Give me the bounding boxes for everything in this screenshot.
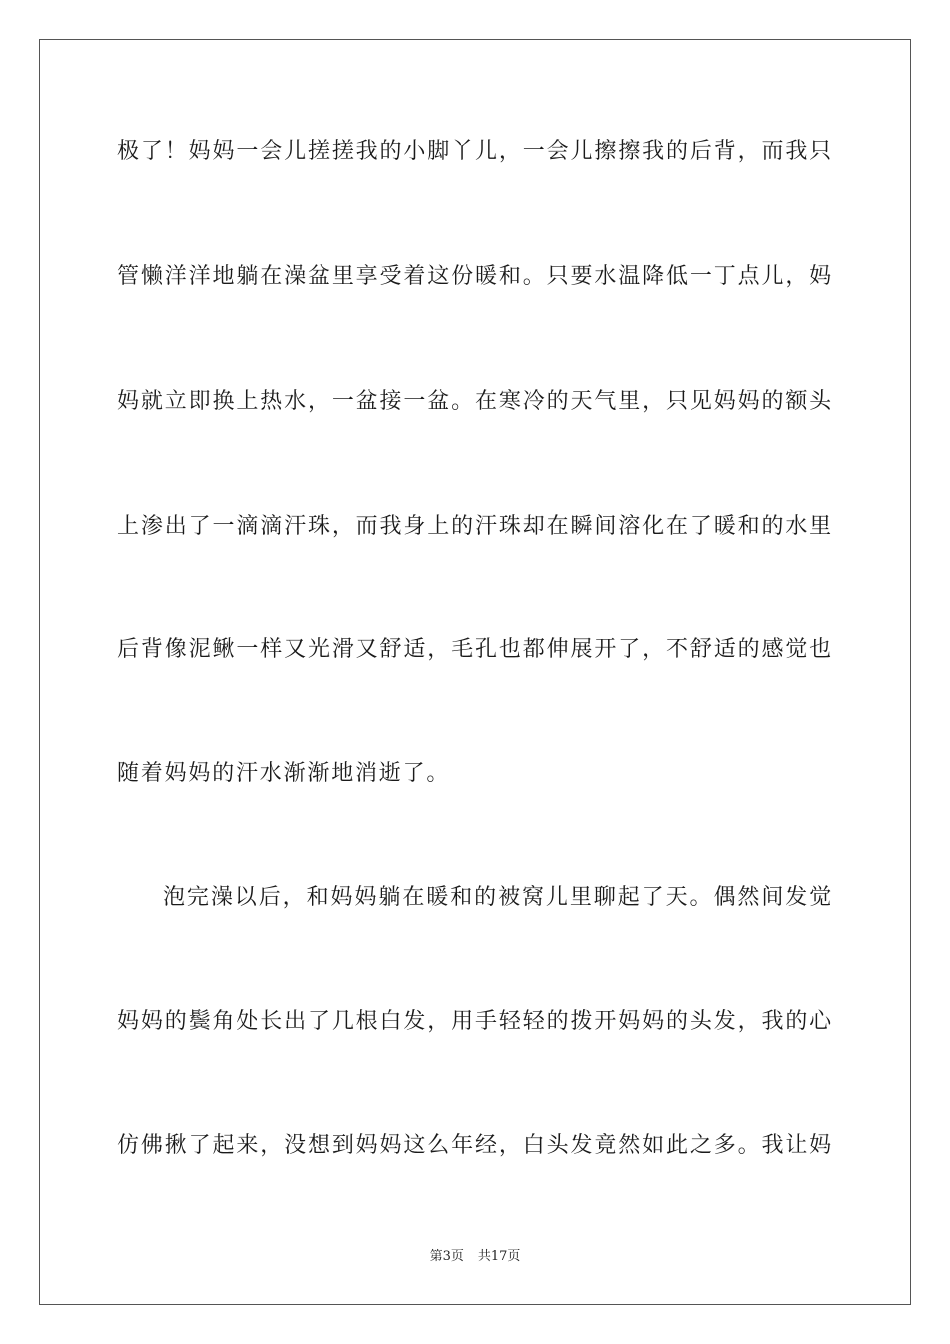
- text-line-2: 管懒洋洋地躺在澡盆里享受着这份暖和。只要水温降低一丁点儿，妈: [117, 264, 833, 289]
- text-line-5: 后背像泥鳅一样又光滑又舒适，毛孔也都伸展开了，不舒适的感觉也: [117, 637, 833, 662]
- text-line-1: 极了！妈妈一会儿搓搓我的小脚丫儿，一会儿擦擦我的后背，而我只: [117, 139, 833, 164]
- text-line-7: 泡完澡以后，和妈妈躺在暖和的被窝儿里聊起了天。偶然间发觉: [163, 885, 833, 910]
- text-line-6: 随着妈妈的汗水渐渐地消逝了。: [117, 761, 451, 786]
- page-border: [39, 39, 911, 1305]
- text-line-9: 仿佛揪了起来，没想到妈妈这么年经，白头发竟然如此之多。我让妈: [117, 1133, 833, 1158]
- text-line-4: 上渗出了一滴滴汗珠，而我身上的汗珠却在瞬间溶化在了暖和的水里: [117, 514, 833, 539]
- text-line-8: 妈妈的鬓角处长出了几根白发，用手轻轻的拨开妈妈的头发，我的心: [117, 1009, 833, 1034]
- page-total: 共17页: [477, 1249, 521, 1264]
- page-number: 第3页: [429, 1249, 464, 1264]
- page-footer: [0, 1248, 950, 1266]
- text-line-3: 妈就立即换上热水，一盆接一盆。在寒冷的天气里，只见妈妈的额头: [117, 389, 833, 414]
